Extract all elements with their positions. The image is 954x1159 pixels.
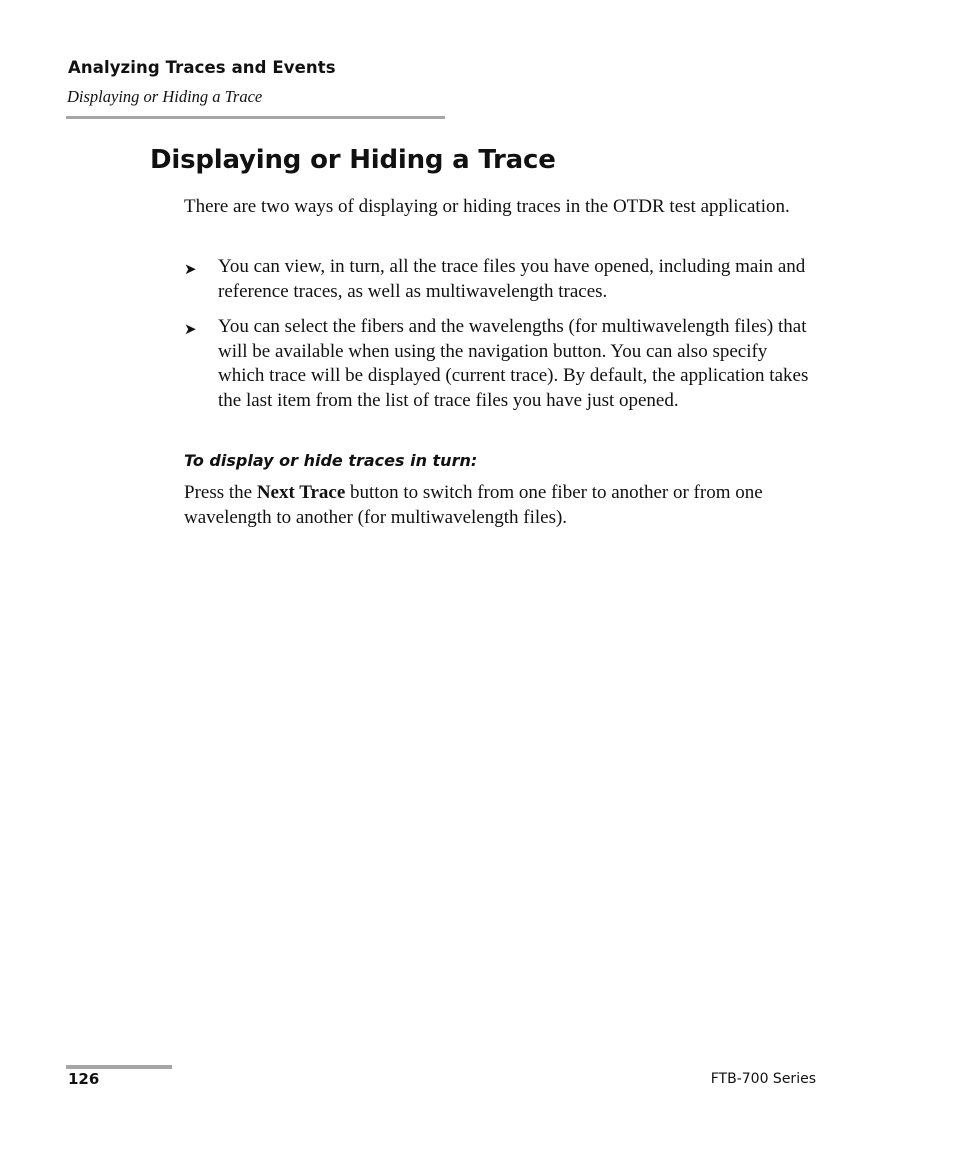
section-subtitle: Displaying or Hiding a Trace <box>67 87 263 106</box>
list-item <box>184 315 814 413</box>
intro-paragraph: There are two ways of displaying or hiding traces in the OTDR test application. <box>184 196 790 217</box>
product-name: FTB-700 Series <box>710 1071 816 1087</box>
list-item-text: You can view, in turn, all the trace files you have opened, including main and reference traces, as well as multiwavelength traces. <box>218 256 806 302</box>
instruction-prefix: Press the <box>184 482 257 503</box>
instruction-suffix: button to switch from one fiber to another or from one wavelength to another (for multiwavelength files). <box>184 482 763 528</box>
list-item <box>184 255 814 304</box>
arrowhead-icon: ➤ <box>184 320 197 339</box>
page-number: 126 <box>68 1070 100 1088</box>
page-title: Displaying or Hiding a Trace <box>150 145 556 175</box>
arrowhead-icon: ➤ <box>184 260 197 278</box>
bullet-list <box>184 255 814 425</box>
procedure-heading: To display or hide traces in turn: <box>184 451 478 470</box>
instruction-paragraph <box>184 481 809 530</box>
footer-divider <box>66 1065 172 1069</box>
header-divider <box>66 116 445 119</box>
list-item-text: You can select the fibers and the wavelengths (for multiwavelength files) that will be available when using the navigation button. You can also specify which trace will be displayed (current trace). By default, the application takes the last item from the list of trace files you have just opened. <box>218 316 809 411</box>
next-trace-button-name: Next Trace <box>256 482 346 503</box>
chapter-title: Analyzing Traces and Events <box>68 58 336 77</box>
